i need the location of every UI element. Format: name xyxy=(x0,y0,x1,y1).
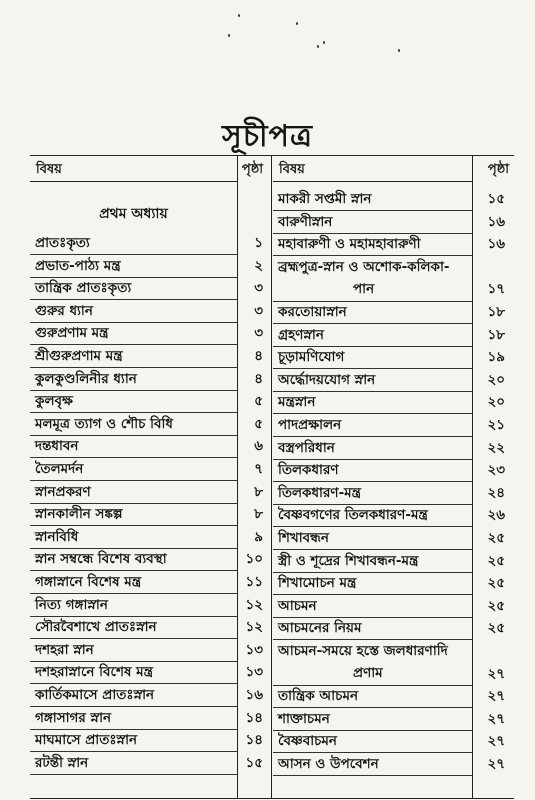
entry-underline xyxy=(273,775,472,776)
toc-entry xyxy=(273,414,514,436)
entry-page-number: ২৭ xyxy=(487,756,505,772)
entry-page-number: ১৪ xyxy=(245,709,263,726)
entry-title-continuation: পান xyxy=(353,280,375,297)
toc-entry xyxy=(273,211,514,233)
entry-title: মাকরী সপ্তমী স্নান xyxy=(278,191,372,207)
toc-entry xyxy=(30,548,271,570)
toc-entry xyxy=(273,301,514,323)
entry-page-number: ১৪ xyxy=(245,732,263,749)
entry-title: শ্রীগুরুপ্রণাম মন্ত্র xyxy=(35,348,123,364)
entry-page-number: ২৪ xyxy=(487,484,505,501)
entry-title: কার্তিকমাসে প্রাতঃস্নান xyxy=(35,687,155,703)
toc-entry xyxy=(273,572,514,594)
entry-title: অর্দ্ধোদয়যোগ স্নান xyxy=(278,371,376,388)
toc-entry xyxy=(273,730,514,752)
entry-page-number: ২০ xyxy=(487,371,505,388)
entry-title: স্নান সম্বন্ধে বিশেষ ব্যবস্থা xyxy=(35,551,167,568)
entry-title: আচমন xyxy=(278,597,317,614)
entry-page-number: ১৫ xyxy=(487,191,505,207)
entry-page-number: ৪ xyxy=(254,370,263,387)
entry-title: বস্ত্রপরিধান xyxy=(278,439,335,456)
entry-title: প্রাতঃকৃত্য xyxy=(35,235,90,251)
entry-title: স্নানবিধি xyxy=(35,528,79,545)
toc-entry xyxy=(30,594,271,616)
header-separator xyxy=(30,181,237,182)
toc-entry xyxy=(30,435,271,457)
toc-entry xyxy=(30,481,271,503)
entry-page-number: ১৬ xyxy=(487,236,505,253)
entry-title: কুলবৃক্ষ xyxy=(35,393,73,410)
entry-page-number: ৬ xyxy=(254,438,263,455)
entry-page-number: ১ xyxy=(254,235,263,251)
toc-entry xyxy=(273,188,514,210)
entry-page-number: ২৫ xyxy=(487,575,505,592)
toc-entry xyxy=(273,233,514,255)
entry-title: দশহরাস্নানে বিশেষ মন্ত্র xyxy=(35,664,153,681)
entry-title: দশহরা স্নান xyxy=(35,641,94,658)
toc-entry xyxy=(273,708,514,730)
toc-entry xyxy=(30,571,271,593)
entry-page-number: ১২ xyxy=(245,596,263,613)
entry-title: চূড়ামণিযোগ xyxy=(278,349,345,366)
toc-entry xyxy=(273,324,514,346)
toc-entry xyxy=(30,707,271,729)
entry-underline xyxy=(30,774,237,775)
toc-entry xyxy=(30,413,271,435)
entry-page-number: ২ xyxy=(254,257,263,274)
entry-page-number: ৫ xyxy=(254,415,263,432)
entry-title: বৈষ্ণবগণের তিলকধারণ-মন্ত্র xyxy=(278,507,428,524)
entry-page-number: ১৮ xyxy=(487,326,505,343)
entry-title: ব্রহ্মপুত্র-স্নান ও অশোক-কলিকা- xyxy=(278,258,450,275)
entry-title: গুরুপ্রণাম মন্ত্র xyxy=(35,325,109,342)
entry-title: মহাবারুণী ও মহামহাবারুণী xyxy=(278,236,421,253)
toc-entry xyxy=(30,277,271,299)
toc-entry xyxy=(273,391,514,413)
entry-page-number: ৮ xyxy=(254,506,263,523)
entry-page-number: ২৭ xyxy=(487,688,505,705)
entry-title: স্নানপ্রকরণ xyxy=(35,483,91,500)
page-header: পৃষ্ঠা xyxy=(241,162,263,177)
toc-entry xyxy=(30,684,271,706)
entry-page-number: ১৯ xyxy=(487,349,505,366)
toc-entry xyxy=(30,661,271,683)
toc-entry xyxy=(273,617,514,639)
entry-title: কুলকুণ্ডলিনীর ধ্যান xyxy=(35,370,137,387)
entry-title: বারুণীস্নান xyxy=(278,213,333,230)
entry-page-number: ১৩ xyxy=(245,641,263,658)
entry-page-number: ৯ xyxy=(254,528,263,545)
toc-entry xyxy=(273,459,514,481)
entry-page-number: ৭ xyxy=(254,461,263,477)
entry-page-number: ১৭ xyxy=(487,281,505,298)
entry-page-number: ৩ xyxy=(254,325,263,342)
page-header: পৃষ্ঠা xyxy=(487,162,509,177)
entry-page-number: ১০ xyxy=(245,551,263,568)
entry-page-number: ৪ xyxy=(254,348,263,364)
toc-entry xyxy=(30,639,271,661)
toc-entry xyxy=(273,595,514,617)
toc-entry xyxy=(273,369,514,391)
entry-title: তান্ত্রিক আচমন xyxy=(278,688,359,705)
entry-page-number: ২১ xyxy=(487,417,505,433)
header-separator xyxy=(273,181,472,182)
entry-page-number: ২৭ xyxy=(487,665,505,682)
subject-header: বিষয় xyxy=(36,162,62,177)
contents-table xyxy=(30,155,514,799)
toc-entry xyxy=(273,527,514,549)
entry-title: নিত্য গঙ্গাস্নান xyxy=(35,596,108,613)
entry-page-number: ২৫ xyxy=(487,552,505,569)
toc-entry xyxy=(30,368,271,390)
toc-entry xyxy=(30,322,271,344)
entry-page-number: ৮ xyxy=(254,483,263,500)
toc-entry xyxy=(30,752,271,774)
toc-entry xyxy=(30,345,271,367)
entry-title: গঙ্গাস্নানে বিশেষ মন্ত্র xyxy=(35,574,142,590)
toc-entry xyxy=(273,437,514,459)
entry-page-number: ২৫ xyxy=(487,620,505,637)
entry-page-number: ২৫ xyxy=(487,530,505,546)
entry-title: দন্তধাবন xyxy=(35,438,79,455)
entry-title: গঙ্গাসাগর স্নান xyxy=(35,709,112,726)
toc-entry xyxy=(273,346,514,368)
toc-entry xyxy=(273,482,514,504)
entry-page-number: ২৭ xyxy=(487,710,505,727)
entry-page-number: ১৫ xyxy=(245,754,263,771)
entry-page-number: ২০ xyxy=(487,394,505,411)
entry-title: রটন্তী স্নান xyxy=(35,754,89,771)
entry-page-number: ৫ xyxy=(254,393,263,410)
page-title: সূচীপত্র xyxy=(222,119,313,154)
entry-title: করতোয়াস্নান xyxy=(278,304,347,320)
entry-page-number: ১৩ xyxy=(245,664,263,681)
toc-entry xyxy=(273,256,514,298)
entry-title: তান্ত্রিক প্রাতঃকৃত্য xyxy=(35,280,132,297)
entry-title: স্নানকালীন সঙ্কল্প xyxy=(35,506,123,523)
entry-title: শিখামোচন মন্ত্র xyxy=(278,575,357,592)
toc-entry xyxy=(30,503,271,525)
entry-title: তৈলমর্দন xyxy=(35,461,84,477)
toc-entry xyxy=(30,390,271,412)
entry-page-number: ১৮ xyxy=(487,304,505,320)
entry-page-number: ২৩ xyxy=(487,462,505,479)
entry-title-continuation: প্রণাম xyxy=(353,665,383,681)
entry-page-number: ৩ xyxy=(254,280,263,297)
toc-entry xyxy=(273,640,514,682)
entry-page-number: ২৫ xyxy=(487,597,505,614)
toc-entry xyxy=(30,300,271,322)
entry-title: মাঘমাসে প্রাতঃস্নান xyxy=(35,732,138,749)
entry-title: প্রভাত-পাঠ্য মন্ত্র xyxy=(35,257,121,274)
entry-title: বৈষ্ণবাচমন xyxy=(278,733,337,750)
entry-title: শাক্তাচমন xyxy=(278,710,330,727)
toc-entry xyxy=(30,729,271,751)
entry-title: মন্ত্রস্নান xyxy=(278,394,316,411)
toc-entry xyxy=(273,753,514,775)
toc-entry xyxy=(30,255,271,277)
toc-entry xyxy=(30,232,271,254)
entry-title: মলমূত্র ত্যাগ ও শৌচ বিধি xyxy=(35,415,173,432)
subject-header: বিষয় xyxy=(279,162,305,177)
entry-title: আসন ও উপবেশন xyxy=(278,756,379,772)
entry-title: স্ত্রী ও শূদ্রের শিখাবন্ধন-মন্ত্র xyxy=(278,552,419,569)
chapter-heading: প্রথম অধ্যায় xyxy=(99,206,168,222)
entry-title: শিখাবন্ধন xyxy=(278,530,329,546)
entry-title: সৌরবৈশাখে প্রাতঃস্নান xyxy=(35,619,157,636)
entry-page-number: ১১ xyxy=(245,574,263,590)
toc-entry xyxy=(273,550,514,572)
entry-title: আচমনের নিয়ম xyxy=(278,620,362,637)
entry-page-number: ১৬ xyxy=(487,213,505,230)
entry-title: গুরুর ধ্যান xyxy=(35,302,93,319)
toc-entry xyxy=(273,504,514,526)
entry-title: পাদপ্রক্ষালন xyxy=(278,417,342,433)
entry-page-number: ১৬ xyxy=(245,687,263,703)
toc-entry xyxy=(30,616,271,638)
entry-page-number: ১২ xyxy=(245,619,263,636)
entry-title: গ্রহণস্নান xyxy=(278,326,324,343)
center-divider xyxy=(271,156,272,798)
entry-title: তিলকধারণ xyxy=(278,462,339,479)
toc-entry xyxy=(273,685,514,707)
entry-title: আচমন-সময়ে হস্তে জলধারণাদি xyxy=(278,643,448,659)
entry-page-number: ২৬ xyxy=(487,507,505,524)
entry-page-number: ২৭ xyxy=(487,733,505,750)
toc-entry xyxy=(30,526,271,548)
entry-page-number: ৩ xyxy=(254,302,263,319)
entry-title: তিলকধারণ-মন্ত্র xyxy=(278,484,362,501)
toc-entry xyxy=(30,458,271,480)
entry-page-number: ২২ xyxy=(487,439,505,456)
